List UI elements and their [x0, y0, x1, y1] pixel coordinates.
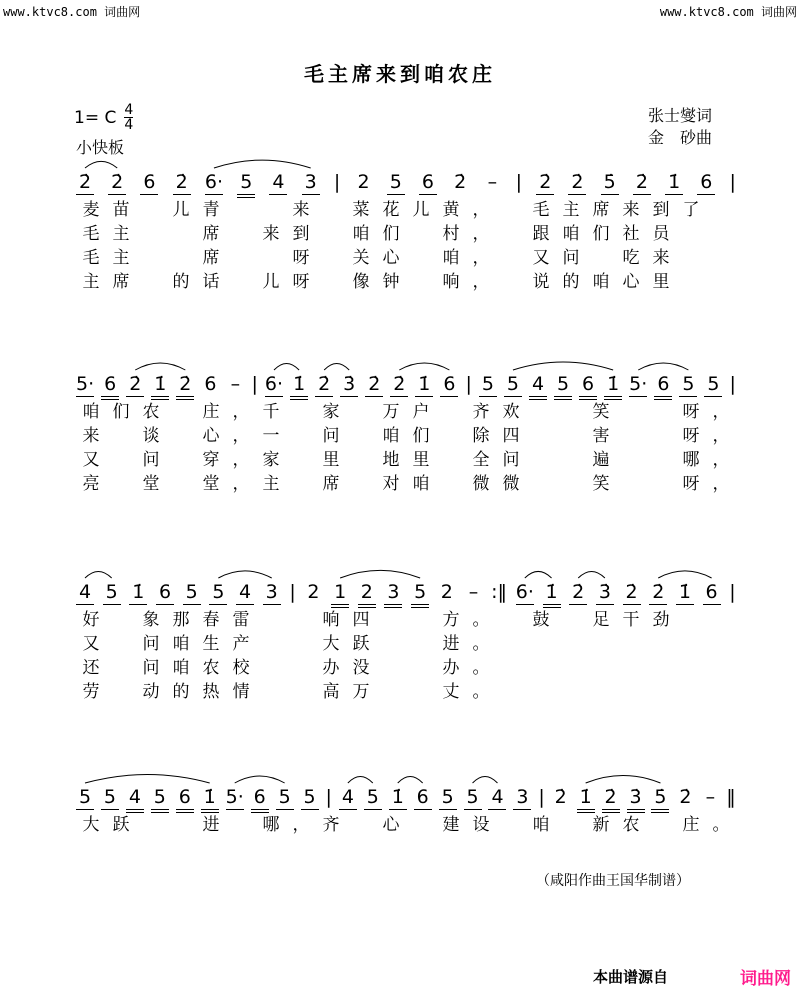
note: 2 [358, 582, 376, 608]
note: 5 [76, 787, 94, 813]
note: 2̇ [679, 786, 692, 808]
tie-arc [658, 571, 711, 578]
note: 4 [269, 172, 287, 198]
barline: :‖ [491, 581, 508, 603]
note: 5 [103, 582, 121, 608]
note: 2̇ [76, 172, 94, 198]
dash-extension: – [487, 171, 498, 193]
barline: | [515, 171, 523, 193]
tie-arc [340, 570, 420, 578]
tie-arc [513, 362, 613, 370]
note: 5̇ [651, 787, 669, 813]
note: 2̇ [602, 787, 620, 813]
note: 5· [76, 374, 94, 400]
notes-row [76, 578, 736, 608]
lyric-verse-4: 劳 动 的 热 情 高 万 丈 。 [82, 682, 490, 702]
tie-arc [85, 775, 210, 783]
note: 1̇ [415, 374, 433, 400]
note: 5· [629, 374, 647, 400]
note: 5 [364, 787, 382, 813]
note: 1̇ [604, 374, 622, 400]
key-signature [74, 103, 133, 132]
dash-extension: – [468, 581, 479, 603]
note: 6 [697, 172, 715, 198]
note: 2̇ [568, 172, 586, 198]
note: 1̇ [201, 787, 219, 813]
note: 5 [183, 582, 201, 608]
tempo-marking: 小快板 [76, 138, 125, 157]
note: 6 [251, 787, 269, 813]
time-signature-bottom: 4 [124, 117, 134, 133]
dash-extension: – [705, 786, 716, 808]
barline: | [729, 581, 736, 603]
note: 4 [126, 787, 144, 813]
note: 6 [440, 374, 458, 400]
lyric-verse-1: 好 象 那 春 雷 响 四 方 。 鼓 足 干 劲 [82, 610, 670, 630]
credits [648, 105, 712, 149]
tie-arc [85, 161, 117, 168]
note: 6 [176, 787, 194, 813]
score-line-3 [76, 578, 736, 704]
source-brand-logo: 词曲网 [740, 969, 791, 989]
note: 2̇ [569, 582, 587, 608]
note: 5 [209, 582, 227, 608]
dash-extension: – [230, 373, 241, 395]
note: 5 [301, 787, 319, 813]
note: 5 [411, 582, 429, 608]
note: 6 [579, 374, 597, 400]
note: 1̇ [151, 374, 169, 400]
note: 6· [516, 582, 534, 608]
note: 1̇ [543, 582, 561, 608]
note: 2̇ [649, 582, 667, 608]
note: 2̇ [108, 172, 126, 198]
key-label: 1= C [74, 107, 117, 128]
note: 5 [704, 374, 722, 400]
lyric-verse-1: 咱 们 农 庄 ， 千 家 万 户 齐 欢 笑 呀 ， [82, 402, 730, 422]
note: 6 [703, 582, 721, 608]
tie-arc [135, 363, 185, 370]
notes-row [76, 370, 736, 400]
note: 2̇ [365, 374, 383, 400]
score-line-4 [76, 783, 736, 837]
lyric-verse-1: 麦 苗 儿 青 来 菜 花 儿 黄 ， 毛 主 席 来 到 了 [82, 200, 700, 220]
note: 6 [156, 582, 174, 608]
note: 2̇ [536, 172, 554, 198]
note: 2̇ [554, 786, 567, 808]
tie-arc [638, 363, 688, 370]
note: 5 [504, 374, 522, 400]
song-title: 毛主席来到咱农庄 [304, 62, 496, 86]
source-label: 本曲谱源自 [593, 968, 669, 986]
note: 6 [140, 172, 158, 198]
note: 5 [479, 374, 497, 400]
note: 5 [439, 787, 457, 813]
note: 3̇ [627, 787, 645, 813]
tie-arc [235, 776, 285, 783]
note: 5 [679, 374, 697, 400]
lyric-verse-4: 亮 堂 堂 ， 主 席 对 咱 微 微 笑 呀 ， [82, 474, 730, 494]
note: 1̇ [665, 172, 683, 198]
note: 3 [513, 787, 531, 813]
barline: | [289, 581, 296, 603]
note: 5 [554, 374, 572, 400]
note: 5 [387, 172, 405, 198]
note: 6 [204, 373, 217, 395]
barline: | [538, 786, 545, 808]
note: 6· [205, 172, 223, 198]
note: 1 [331, 582, 349, 608]
note: 3̇ [340, 374, 358, 400]
note: 4 [529, 374, 547, 400]
note: 6 [414, 787, 432, 813]
note: 3 [384, 582, 402, 608]
note: 4 [76, 582, 94, 608]
note: 1̇ [290, 374, 308, 400]
barline: | [465, 373, 472, 395]
note: 5 [464, 787, 482, 813]
note: 6 [654, 374, 672, 400]
note: 2 [357, 171, 370, 193]
barline: | [729, 171, 736, 193]
note: 2̇ [176, 374, 194, 400]
note: 6 [419, 172, 437, 198]
note: 3̇ [596, 582, 614, 608]
note: 4 [339, 787, 357, 813]
time-signature-top: 4 [124, 102, 134, 118]
note: 4 [236, 582, 254, 608]
note: 2̇ [315, 374, 333, 400]
watermark-left: www.ktvc8.com 词曲网 [3, 5, 141, 19]
lyric-verse-1: 大 跃 进 哪 ， 齐 心 建 设 咱 新 农 庄 。 [82, 815, 730, 835]
note: 5 [101, 787, 119, 813]
lyricist: 张士燮词 [648, 106, 713, 125]
note: 2̇ [126, 374, 144, 400]
note: 2̇ [633, 172, 651, 198]
tie-arc [399, 363, 449, 370]
time-signature [124, 103, 133, 132]
note: 3 [302, 172, 320, 198]
tie-arc [218, 571, 271, 578]
notes-row [76, 168, 736, 198]
score-line-1 [76, 168, 736, 294]
watermark-right: www.ktvc8.com 词曲网 [659, 5, 797, 19]
tie-arc [586, 776, 661, 783]
barline: | [729, 373, 736, 395]
note: 2̇ [390, 374, 408, 400]
tie-arc [214, 160, 311, 168]
note: 3 [263, 582, 281, 608]
lyric-verse-3: 毛 主 席 呀 关 心 咱 ， 又 问 吃 来 [82, 248, 670, 268]
note: 5̇ [601, 172, 619, 198]
footnote: （咸阳作曲王国华制谱） [536, 873, 690, 889]
note: 2 [440, 581, 453, 603]
note: 6 [101, 374, 119, 400]
note: 1̇ [129, 582, 147, 608]
note: 2̇ [173, 172, 191, 198]
notes-row [76, 783, 736, 813]
barline: ‖ [726, 786, 736, 808]
note: 6· [265, 374, 283, 400]
composer: 金 砂曲 [648, 128, 713, 147]
note: 5 [151, 787, 169, 813]
note: 1̇ [577, 787, 595, 813]
lyric-verse-2: 又 问 咱 生 产 大 跃 进 。 [82, 634, 490, 654]
note: 1̇ [676, 582, 694, 608]
note: 1̇ [389, 787, 407, 813]
barline: | [251, 373, 258, 395]
lyric-verse-3: 又 问 穿 ， 家 里 地 里 全 问 遍 哪 ， [82, 450, 730, 470]
note: 2̇ [623, 582, 641, 608]
lyric-verse-2: 来 谈 心 ， 一 问 咱 们 除 四 害 呀 ， [82, 426, 730, 446]
lyric-verse-3: 还 问 咱 农 校 办 没 办 。 [82, 658, 490, 678]
score-line-2 [76, 370, 736, 496]
barline: | [325, 786, 332, 808]
note: 4 [488, 787, 506, 813]
note: 5· [226, 787, 244, 813]
note: 2 [307, 581, 320, 603]
lyric-verse-2: 毛 主 席 来 到 咱 们 村 ， 跟 咱 们 社 员 [82, 224, 670, 244]
barline: | [333, 171, 341, 193]
note: 2̇ [454, 171, 467, 193]
note: 5 [276, 787, 294, 813]
lyric-verse-4: 主 席 的 话 儿 呀 像 钟 响 ， 说 的 咱 心 里 [82, 272, 670, 292]
note: 5 [237, 172, 255, 198]
